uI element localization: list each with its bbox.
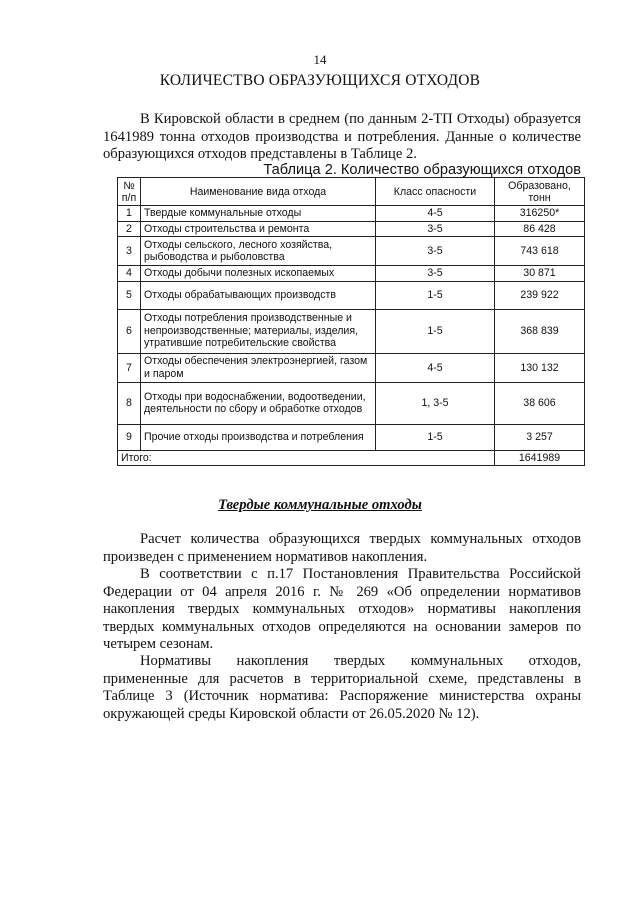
row-class: 1-5 (376, 281, 495, 309)
header-num: № п/п (118, 178, 141, 206)
table-row (118, 309, 585, 353)
section-heading: КОЛИЧЕСТВО ОБРАЗУЮЩИХСЯ ОТХОДОВ (159, 72, 481, 89)
table-row (118, 382, 585, 424)
table-row (118, 424, 585, 450)
row-class: 3-5 (376, 221, 495, 237)
row-name: Твердые коммунальные отходы (141, 206, 376, 222)
row-name: Отходы обеспечения электроэнергией, газом и паром (141, 353, 376, 382)
row-amount: 316250* (495, 206, 585, 222)
row-amount: 239 922 (495, 281, 585, 309)
table-row (118, 206, 585, 222)
row-amount: 743 618 (495, 237, 585, 266)
total-value: 1641989 (495, 450, 585, 466)
row-class: 4-5 (376, 353, 495, 382)
row-name: Отходы добычи полезных ископаемых (141, 266, 376, 282)
body-paragraph: В соответствии с п.17 Постановления Правительства Российской Федерации от 04 апреля 2016 г. № 269 «Об определении нормативов накопления твердых коммунальных отходов» нормативы накопления твердых коммунальных отходов определяются на основании замеров по четырем сезонам. (103, 566, 581, 652)
body-paragraph: Нормативы накопления твердых коммунальных отходов, примененные для расчетов в территориальной схеме, представлены в Таблице 3 (Источник норматива: Распоряжение министерства охраны окружающей среды Кировской области от 26.05.2020 № 12). (103, 653, 581, 722)
header-amount: Образовано, тонн (495, 178, 585, 206)
row-name: Отходы потребления производственные и непроизводственные; материалы, изделия, утратившие потребительские свойства (141, 309, 376, 353)
row-num: 7 (118, 353, 141, 382)
row-class: 1, 3-5 (376, 382, 495, 424)
row-num: 4 (118, 266, 141, 282)
row-name: Отходы сельского, лесного хозяйства, рыбоводства и рыболовства (141, 237, 376, 266)
row-name: Отходы при водоснабжении, водоотведении, деятельности по сбору и обработке отходов (141, 382, 376, 424)
row-amount: 368 839 (495, 309, 585, 353)
row-name: Отходы строительства и ремонта (141, 221, 376, 237)
row-amount: 38 606 (495, 382, 585, 424)
table-header-row (118, 178, 585, 206)
table-row (118, 221, 585, 237)
body-paragraph: Расчет количества образующихся твердых коммунальных отходов произведен с применением нормативов накопления. (103, 531, 581, 565)
row-amount: 130 132 (495, 353, 585, 382)
header-class: Класс опасности (376, 178, 495, 206)
row-class: 4-5 (376, 206, 495, 222)
subsection-heading: Твердые коммунальные отходы (218, 497, 422, 513)
row-name: Отходы обрабатывающих производств (141, 281, 376, 309)
table-caption: Таблица 2. Количество образующихся отходов (263, 162, 581, 178)
row-class: 3-5 (376, 266, 495, 282)
table-row (118, 353, 585, 382)
waste-table (117, 177, 585, 466)
table-row (118, 237, 585, 266)
row-amount: 30 871 (495, 266, 585, 282)
table-total-row (118, 450, 585, 466)
row-num: 9 (118, 424, 141, 450)
row-class: 1-5 (376, 424, 495, 450)
table-row (118, 281, 585, 309)
row-class: 3-5 (376, 237, 495, 266)
row-name: Прочие отходы производства и потребления (141, 424, 376, 450)
row-num: 5 (118, 281, 141, 309)
row-num: 6 (118, 309, 141, 353)
total-label: Итого: (118, 450, 495, 466)
row-num: 1 (118, 206, 141, 222)
row-class: 1-5 (376, 309, 495, 353)
intro-paragraph: В Кировской области в среднем (по данным 2-ТП Отходы) образуется 1641989 тонна отходов производства и потребления. Данные о количестве образующихся отходов представлены в Таблице 2. (103, 111, 581, 162)
page-number: 14 (313, 52, 327, 67)
row-amount: 3 257 (495, 424, 585, 450)
row-num: 2 (118, 221, 141, 237)
row-num: 8 (118, 382, 141, 424)
row-amount: 86 428 (495, 221, 585, 237)
table-row (118, 266, 585, 282)
row-num: 3 (118, 237, 141, 266)
header-name: Наименование вида отхода (141, 178, 376, 206)
